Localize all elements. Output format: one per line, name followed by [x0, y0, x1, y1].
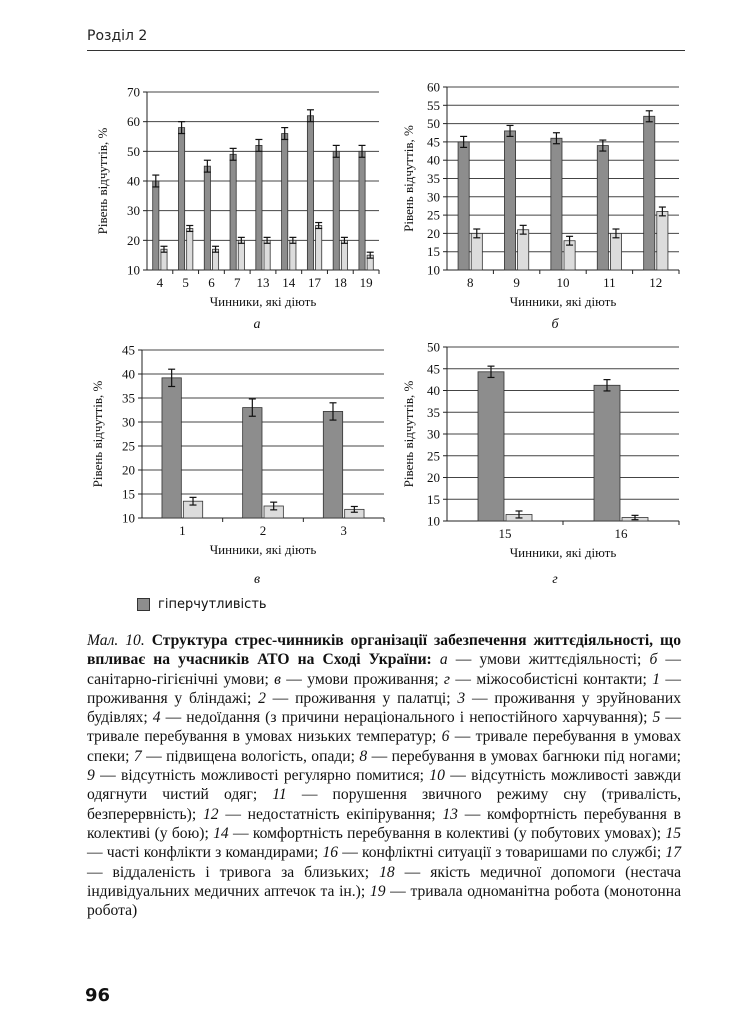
y-tick-label: 45 — [122, 342, 135, 358]
caption-key: 3 — [457, 689, 466, 707]
bar — [238, 240, 244, 270]
figure-label: Мал. 10. — [87, 632, 145, 649]
bar — [178, 128, 184, 270]
y-axis-title: Рівень відчуттів, % — [90, 380, 105, 488]
x-tick-label: 19 — [359, 275, 373, 290]
x-tick-label: 11 — [603, 275, 616, 290]
y-tick-label: 55 — [427, 97, 440, 113]
bar — [243, 408, 262, 518]
bar — [153, 181, 159, 270]
y-tick-label: 50 — [127, 143, 140, 159]
panel-letter-b: б — [551, 317, 559, 332]
bar — [333, 151, 339, 270]
bar-chart — [400, 340, 685, 565]
y-tick-label: 20 — [122, 462, 135, 478]
caption-item-text: — віддаленість і тривога за близьких; — [87, 863, 380, 881]
y-tick-label: 60 — [127, 114, 140, 130]
caption-key: в — [274, 670, 281, 688]
caption-item-text: — умови життєдіяльності; — [447, 651, 650, 669]
caption-item-text: — проживання у палатці; — [265, 689, 458, 707]
y-tick-label: 40 — [122, 366, 135, 382]
bar — [256, 145, 262, 270]
caption-key: 16 — [322, 844, 339, 862]
y-tick-label: 20 — [427, 225, 440, 241]
caption-key: 11 — [272, 786, 287, 804]
figure-title: Структура стрес-чинників організації забезпечення життєдіяльності, що впливає на учасників АТО на Сході України: — [87, 632, 681, 669]
y-tick-label: 50 — [427, 116, 440, 132]
panel-letter-v: в — [253, 572, 261, 587]
y-tick-label: 50 — [427, 339, 440, 355]
caption-item-text: — конфліктні ситуації з товаришами по службі; — [338, 844, 666, 862]
y-tick-label: 45 — [427, 361, 440, 377]
bar — [657, 211, 668, 270]
x-tick-label: 6 — [208, 275, 215, 290]
bar — [282, 134, 288, 270]
bar — [307, 116, 313, 270]
y-tick-label: 20 — [127, 232, 140, 248]
page-number: 96 — [85, 985, 111, 1006]
caption-key: 17 — [665, 844, 681, 862]
caption-item-text: — проживання у бліндажі; — [87, 670, 681, 707]
caption-key: 13 — [442, 805, 458, 823]
caption-item-text: — тривале перебування в умовах низьких температур; — [87, 709, 681, 746]
caption-key: 4 — [152, 709, 161, 727]
caption-item-text: — часті конфлікти з командирами; — [87, 844, 323, 862]
caption-item-text: — комфортність перебування в колективі (у побутових умовах); — [228, 824, 666, 842]
legend-swatch — [137, 598, 150, 611]
bar — [644, 116, 655, 270]
caption-item-text: — умови проживання; — [280, 670, 444, 688]
running-header: Розділ 2 — [87, 28, 148, 44]
header-rule — [87, 50, 685, 51]
x-tick-label: 3 — [340, 523, 347, 538]
y-tick-label: 10 — [127, 262, 140, 278]
y-tick-label: 40 — [427, 152, 440, 168]
x-tick-label: 17 — [308, 275, 322, 290]
chart-legend — [137, 597, 267, 612]
bar — [341, 240, 347, 270]
x-tick-label: 7 — [233, 275, 241, 290]
y-tick-label: 15 — [427, 491, 440, 507]
y-tick-label: 10 — [122, 510, 135, 526]
y-tick-label: 30 — [122, 414, 135, 430]
x-tick-label: 12 — [649, 275, 663, 290]
y-tick-label: 10 — [427, 513, 440, 529]
caption-item-text: — відсутність можливості регулярно помитися; — [94, 767, 430, 785]
y-tick-label: 40 — [427, 383, 440, 398]
x-axis-title: Чинники, які діють — [209, 542, 317, 557]
caption-item-text: — тривала одноманітна робота (монотонна робота) — [87, 882, 681, 920]
bar-chart — [95, 80, 385, 315]
caption-item-text: — недостатність екіпірування; — [218, 805, 443, 823]
caption-key: 5 — [652, 709, 661, 727]
y-tick-label: 30 — [427, 426, 440, 442]
x-axis-title: Чинники, які діють — [509, 294, 617, 309]
caption-key: 8 — [359, 747, 368, 765]
caption-legend-text — [87, 651, 681, 919]
x-tick-label: 16 — [614, 526, 628, 541]
bar — [551, 138, 562, 270]
panel-letter-a: а — [253, 317, 261, 332]
x-tick-label: 1 — [179, 523, 186, 538]
bar — [518, 230, 529, 270]
caption-key: 19 — [369, 882, 386, 900]
caption-item-text: — комфортність перебування в колективі (у бою); — [87, 805, 681, 842]
chart-panel-g — [400, 340, 685, 565]
caption-item-text: — перебування в умовах багнюки під ногами; — [367, 747, 681, 765]
caption-key: а — [439, 651, 448, 669]
figure-caption — [87, 631, 681, 920]
bar — [458, 142, 469, 270]
caption-key: 1 — [652, 670, 661, 688]
caption-item-text: — якість медичної допомоги (нестача індивідуальних медичних аптечок та ін.); — [87, 863, 681, 900]
caption-key: 14 — [213, 824, 229, 842]
bar — [597, 146, 608, 270]
bar — [162, 378, 181, 518]
y-tick-label: 40 — [127, 173, 140, 189]
bar — [204, 166, 210, 270]
bar-chart — [400, 80, 685, 315]
bar — [594, 385, 620, 521]
bar — [471, 233, 482, 270]
bar — [230, 154, 236, 270]
y-tick-label: 25 — [122, 438, 135, 454]
y-tick-label: 35 — [427, 171, 440, 186]
x-axis-title: Чинники, які діють — [209, 294, 317, 309]
caption-item-text: — санітарно-гігієнічні умови; — [87, 651, 681, 688]
caption-key: б — [649, 651, 658, 669]
chart-panel-v — [90, 340, 390, 565]
caption-key: 6 — [441, 728, 450, 746]
x-tick-label: 5 — [182, 275, 189, 290]
x-tick-label: 15 — [498, 526, 512, 541]
chart-panel-a — [95, 80, 385, 315]
bar-chart — [90, 340, 390, 565]
y-axis-title: Рівень відчуттів, % — [95, 127, 110, 235]
y-tick-label: 10 — [427, 262, 440, 278]
caption-key: 2 — [258, 689, 266, 707]
bar — [187, 228, 193, 270]
bar — [359, 151, 365, 270]
x-tick-label: 18 — [333, 275, 347, 290]
y-tick-label: 60 — [427, 79, 440, 95]
y-tick-label: 30 — [127, 203, 140, 219]
bar — [316, 226, 322, 271]
panel-letter-g: г — [552, 572, 558, 587]
x-tick-label: 9 — [513, 275, 520, 290]
x-tick-label: 8 — [466, 275, 474, 290]
bar — [478, 372, 504, 521]
y-tick-label: 35 — [427, 404, 440, 420]
caption-key: 18 — [379, 863, 395, 881]
y-tick-label: 30 — [427, 189, 440, 205]
caption-item-text: — міжособистісні контакти; — [450, 670, 653, 688]
chart-panel-b — [400, 80, 685, 315]
caption-key: 10 — [429, 767, 445, 785]
caption-item-text: — проживання у зруйнованих будівлях; — [87, 689, 681, 727]
y-axis-title: Рівень відчуттів, % — [401, 380, 416, 488]
caption-key: 7 — [133, 747, 142, 765]
y-axis-title: Рівень відчуттів, % — [401, 125, 416, 232]
x-tick-label: 13 — [256, 275, 270, 290]
y-tick-label: 35 — [122, 390, 135, 406]
caption-item-text: — порушення звичного режиму сну (тривалість, безперервність); — [87, 786, 681, 823]
y-tick-label: 25 — [427, 207, 440, 223]
bar — [264, 240, 270, 270]
caption-key: 12 — [202, 805, 219, 823]
caption-item-text: — підвищена вологість, опади; — [141, 747, 360, 765]
bar — [290, 240, 296, 270]
bar — [504, 131, 515, 270]
y-tick-label: 45 — [427, 134, 440, 150]
y-tick-label: 15 — [427, 244, 440, 260]
y-tick-label: 70 — [127, 84, 140, 100]
x-tick-label: 14 — [282, 275, 296, 290]
caption-key: г — [443, 670, 451, 688]
caption-item-text: — тривале перебування в умовах спеки; — [87, 728, 681, 765]
x-tick-label: 10 — [556, 275, 570, 290]
bar — [323, 411, 342, 518]
y-tick-label: 15 — [122, 486, 135, 502]
y-tick-label: 20 — [427, 470, 440, 485]
caption-key: 15 — [665, 824, 681, 842]
x-tick-label: 4 — [156, 275, 164, 290]
caption-key: 9 — [87, 767, 95, 785]
caption-item-text: — відсутність можливості завжди одягнути чистий одяг; — [87, 767, 681, 804]
legend-label: гіперчутливість — [158, 597, 267, 612]
x-tick-label: 2 — [259, 523, 267, 538]
x-axis-title: Чинники, які діють — [509, 545, 617, 560]
bar — [610, 233, 621, 270]
y-tick-label: 25 — [427, 448, 440, 464]
caption-item-text: — недоїдання (з причини нераціонального і непостійного харчування); — [160, 709, 653, 727]
